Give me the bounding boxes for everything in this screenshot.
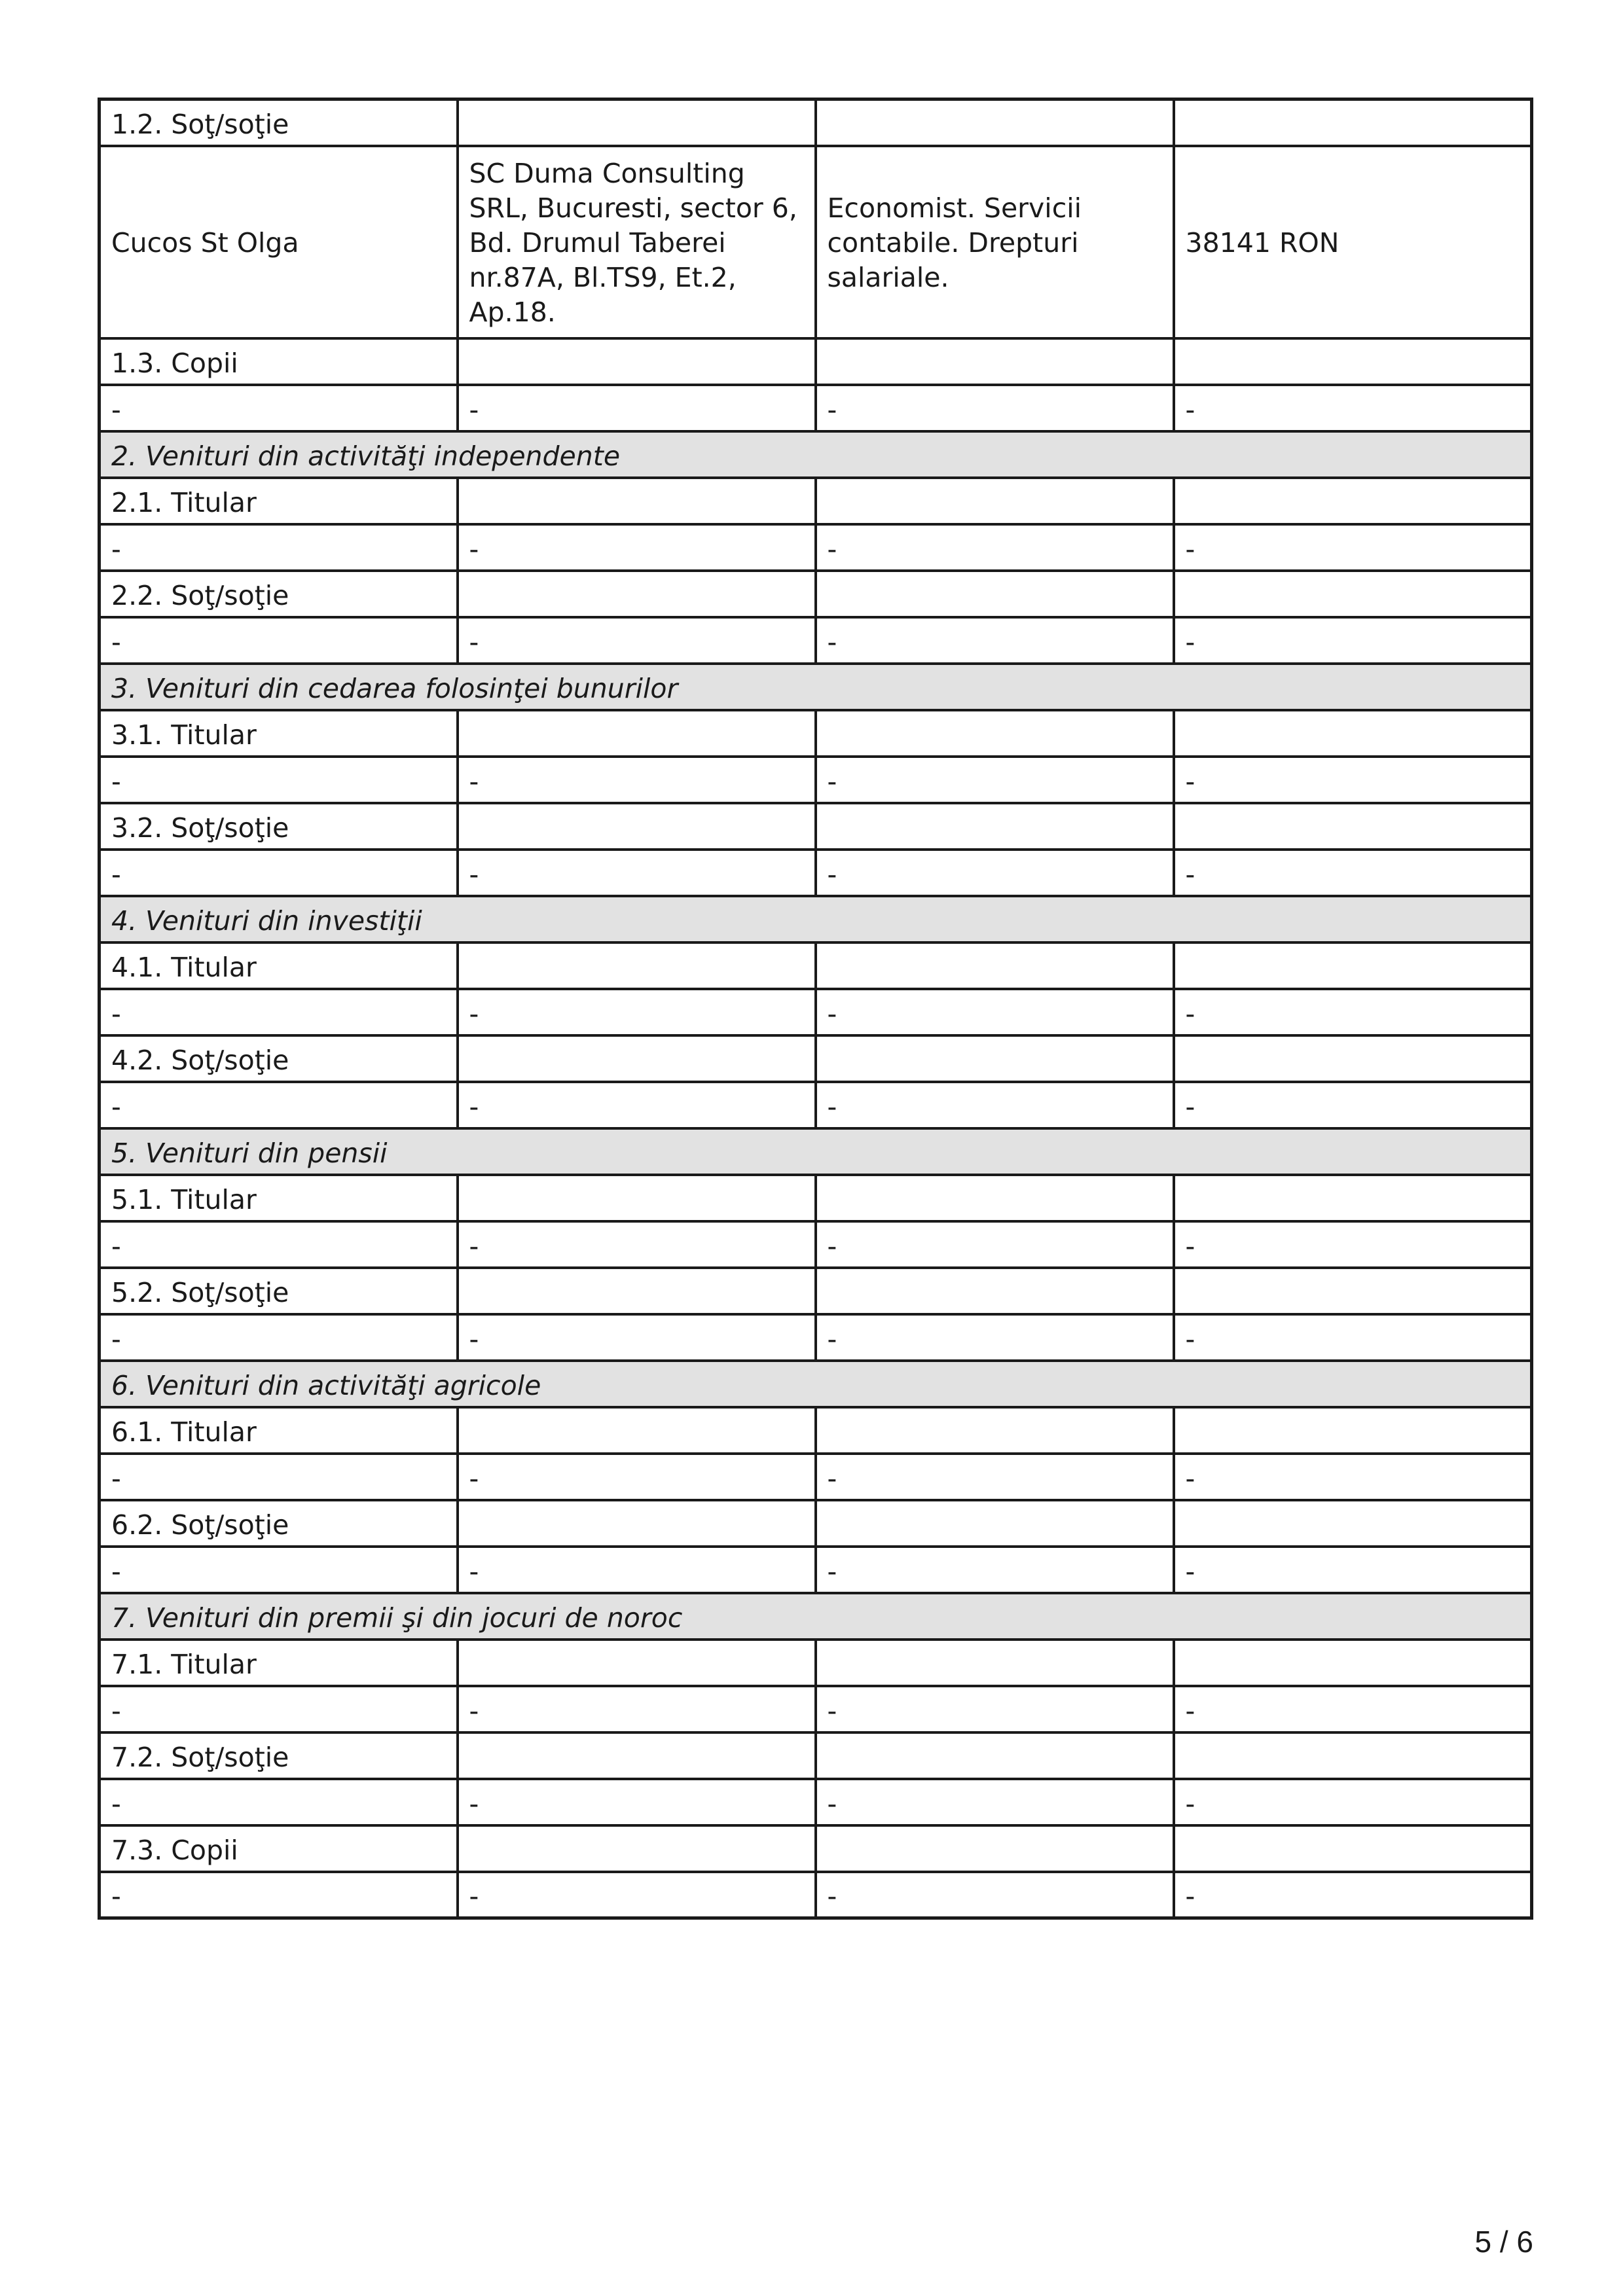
table-row [100, 1825, 1532, 1872]
table-cell: - [1174, 850, 1532, 896]
table-cell: - [1174, 1686, 1532, 1732]
table-cell [458, 942, 816, 989]
table-row [100, 99, 1532, 146]
table-cell [816, 942, 1174, 989]
table-cell: - [100, 1454, 458, 1500]
table-cell [816, 478, 1174, 524]
table-cell [816, 1732, 1174, 1779]
table-cell [1174, 1825, 1532, 1872]
section-header-row [100, 1128, 1532, 1175]
table-cell [458, 1732, 816, 1779]
table-row [100, 1268, 1532, 1314]
table-cell: - [816, 524, 1174, 571]
table-cell [1174, 710, 1532, 757]
table-row [100, 803, 1532, 850]
table-cell [816, 571, 1174, 617]
table-cell: - [816, 617, 1174, 664]
table-cell: - [100, 1686, 458, 1732]
table-cell: - [816, 1314, 1174, 1361]
table-cell: - [458, 617, 816, 664]
table-row [100, 1500, 1532, 1547]
table-row [100, 524, 1532, 571]
table-cell: - [100, 1872, 458, 1918]
table-row [100, 146, 1532, 338]
table-cell [1174, 1500, 1532, 1547]
table-cell: - [816, 1082, 1174, 1128]
table-cell [458, 1825, 816, 1872]
table-cell [458, 1268, 816, 1314]
table-row [100, 850, 1532, 896]
table-cell: - [100, 385, 458, 431]
table-cell: 5.2. Soţ/soţie [100, 1268, 458, 1314]
table-cell: - [816, 989, 1174, 1035]
table-cell: - [100, 1314, 458, 1361]
table-cell [816, 1268, 1174, 1314]
table-cell [1174, 1175, 1532, 1221]
table-cell [816, 1175, 1174, 1221]
table-cell: - [1174, 1221, 1532, 1268]
table-row [100, 1454, 1532, 1500]
table-cell: - [1174, 1454, 1532, 1500]
table-cell: - [816, 1686, 1174, 1732]
table-cell: 3.2. Soţ/soţie [100, 803, 458, 850]
table-cell [816, 803, 1174, 850]
table-cell: - [816, 1547, 1174, 1593]
table-cell: - [458, 1547, 816, 1593]
table-cell: 5.1. Titular [100, 1175, 458, 1221]
table-row [100, 1547, 1532, 1593]
section-title: 3. Venituri din cedarea folosinţei bunurilor [100, 664, 1532, 710]
table-cell: - [1174, 989, 1532, 1035]
table-cell [458, 99, 816, 146]
table-cell [458, 803, 816, 850]
table-cell: - [458, 1221, 816, 1268]
table-body [100, 99, 1532, 1918]
table-cell: - [1174, 1779, 1532, 1825]
table-cell [1174, 1640, 1532, 1686]
table-cell: 1.3. Copii [100, 338, 458, 385]
table-row [100, 1872, 1532, 1918]
table-cell: 7.2. Soţ/soţie [100, 1732, 458, 1779]
table-cell: - [458, 385, 816, 431]
income-declaration-table [98, 98, 1533, 1920]
table-cell [1174, 1732, 1532, 1779]
table-cell: Economist. Servicii contabile. Drepturi salariale. [816, 146, 1174, 338]
table-cell: Cucos St Olga [100, 146, 458, 338]
table-cell [1174, 478, 1532, 524]
table-cell: - [458, 1454, 816, 1500]
table-cell: - [100, 1221, 458, 1268]
table-row [100, 1221, 1532, 1268]
table-cell [816, 1825, 1174, 1872]
table-row [100, 1314, 1532, 1361]
table-cell: - [100, 989, 458, 1035]
table-row [100, 1407, 1532, 1454]
table-cell [458, 1035, 816, 1082]
table-cell: - [458, 757, 816, 803]
section-title: 6. Venituri din activităţi agricole [100, 1361, 1532, 1407]
table-cell [458, 478, 816, 524]
table-cell: 38141 RON [1174, 146, 1532, 338]
section-title: 4. Venituri din investiţii [100, 896, 1532, 942]
table-cell: - [1174, 1872, 1532, 1918]
table-cell: - [458, 1686, 816, 1732]
table-cell: - [816, 757, 1174, 803]
table-cell [1174, 1407, 1532, 1454]
section-header-row [100, 896, 1532, 942]
section-title: 5. Venituri din pensii [100, 1128, 1532, 1175]
table-cell: - [458, 989, 816, 1035]
table-cell [816, 1407, 1174, 1454]
table-row [100, 1779, 1532, 1825]
table-cell: - [458, 524, 816, 571]
table-cell: - [100, 1082, 458, 1128]
table-cell: - [100, 617, 458, 664]
table-cell [816, 99, 1174, 146]
table-cell [458, 1175, 816, 1221]
table-cell [1174, 571, 1532, 617]
table-cell: - [1174, 385, 1532, 431]
table-cell: - [1174, 524, 1532, 571]
table-cell: 6.2. Soţ/soţie [100, 1500, 458, 1547]
table-cell: - [100, 1779, 458, 1825]
table-cell: - [1174, 1547, 1532, 1593]
table-cell: - [100, 1547, 458, 1593]
table-row [100, 757, 1532, 803]
table-cell: SC Duma Consulting SRL, Bucuresti, sector 6, Bd. Drumul Taberei nr.87A, Bl.TS9, Et.2, Ap.18. [458, 146, 816, 338]
section-title: 7. Venituri din premii şi din jocuri de noroc [100, 1593, 1532, 1640]
section-header-row [100, 1593, 1532, 1640]
table-row [100, 710, 1532, 757]
table-cell: 7.1. Titular [100, 1640, 458, 1686]
table-cell [458, 1500, 816, 1547]
table-cell: 6.1. Titular [100, 1407, 458, 1454]
table-cell [1174, 338, 1532, 385]
section-title: 2. Venituri din activităţi independente [100, 431, 1532, 478]
table-cell: - [1174, 1082, 1532, 1128]
table-cell [816, 338, 1174, 385]
table-row [100, 1640, 1532, 1686]
table-row [100, 478, 1532, 524]
table-cell: - [816, 1454, 1174, 1500]
table-cell: - [1174, 617, 1532, 664]
table-cell: - [816, 385, 1174, 431]
table-cell [458, 1407, 816, 1454]
table-cell: - [100, 757, 458, 803]
table-cell [1174, 1268, 1532, 1314]
table-cell [458, 571, 816, 617]
table-cell: 1.2. Soţ/soţie [100, 99, 458, 146]
table-cell [1174, 942, 1532, 989]
table-cell: - [816, 850, 1174, 896]
table-cell [1174, 803, 1532, 850]
section-header-row [100, 1361, 1532, 1407]
table-cell [458, 710, 816, 757]
table-cell: - [1174, 1314, 1532, 1361]
table-cell: 4.1. Titular [100, 942, 458, 989]
table-cell: - [816, 1779, 1174, 1825]
table-cell [458, 338, 816, 385]
table-cell [1174, 99, 1532, 146]
table-cell [816, 710, 1174, 757]
table-cell: - [458, 1779, 816, 1825]
table-cell: - [816, 1221, 1174, 1268]
table-row [100, 1035, 1532, 1082]
table-row [100, 989, 1532, 1035]
table-row [100, 1686, 1532, 1732]
table-cell [458, 1640, 816, 1686]
page-number: 5 / 6 [1474, 2225, 1533, 2259]
section-header-row [100, 664, 1532, 710]
table-cell [1174, 1035, 1532, 1082]
table-cell [816, 1035, 1174, 1082]
table-row [100, 1082, 1532, 1128]
table-cell: - [100, 850, 458, 896]
table-cell: 3.1. Titular [100, 710, 458, 757]
table-cell: 4.2. Soţ/soţie [100, 1035, 458, 1082]
table-cell: 7.3. Copii [100, 1825, 458, 1872]
table-row [100, 1732, 1532, 1779]
table-cell: - [100, 524, 458, 571]
table-cell: - [816, 1872, 1174, 1918]
table-cell: - [458, 1314, 816, 1361]
table-cell [816, 1500, 1174, 1547]
table-cell: - [458, 1872, 816, 1918]
section-header-row [100, 431, 1532, 478]
table-row [100, 617, 1532, 664]
table-row [100, 338, 1532, 385]
table-row [100, 385, 1532, 431]
table-row [100, 1175, 1532, 1221]
table-cell: 2.2. Soţ/soţie [100, 571, 458, 617]
table-cell: - [458, 1082, 816, 1128]
table-cell: - [458, 850, 816, 896]
table-cell [816, 1640, 1174, 1686]
table-cell: - [1174, 757, 1532, 803]
table-row [100, 942, 1532, 989]
table-cell: 2.1. Titular [100, 478, 458, 524]
table-row [100, 571, 1532, 617]
